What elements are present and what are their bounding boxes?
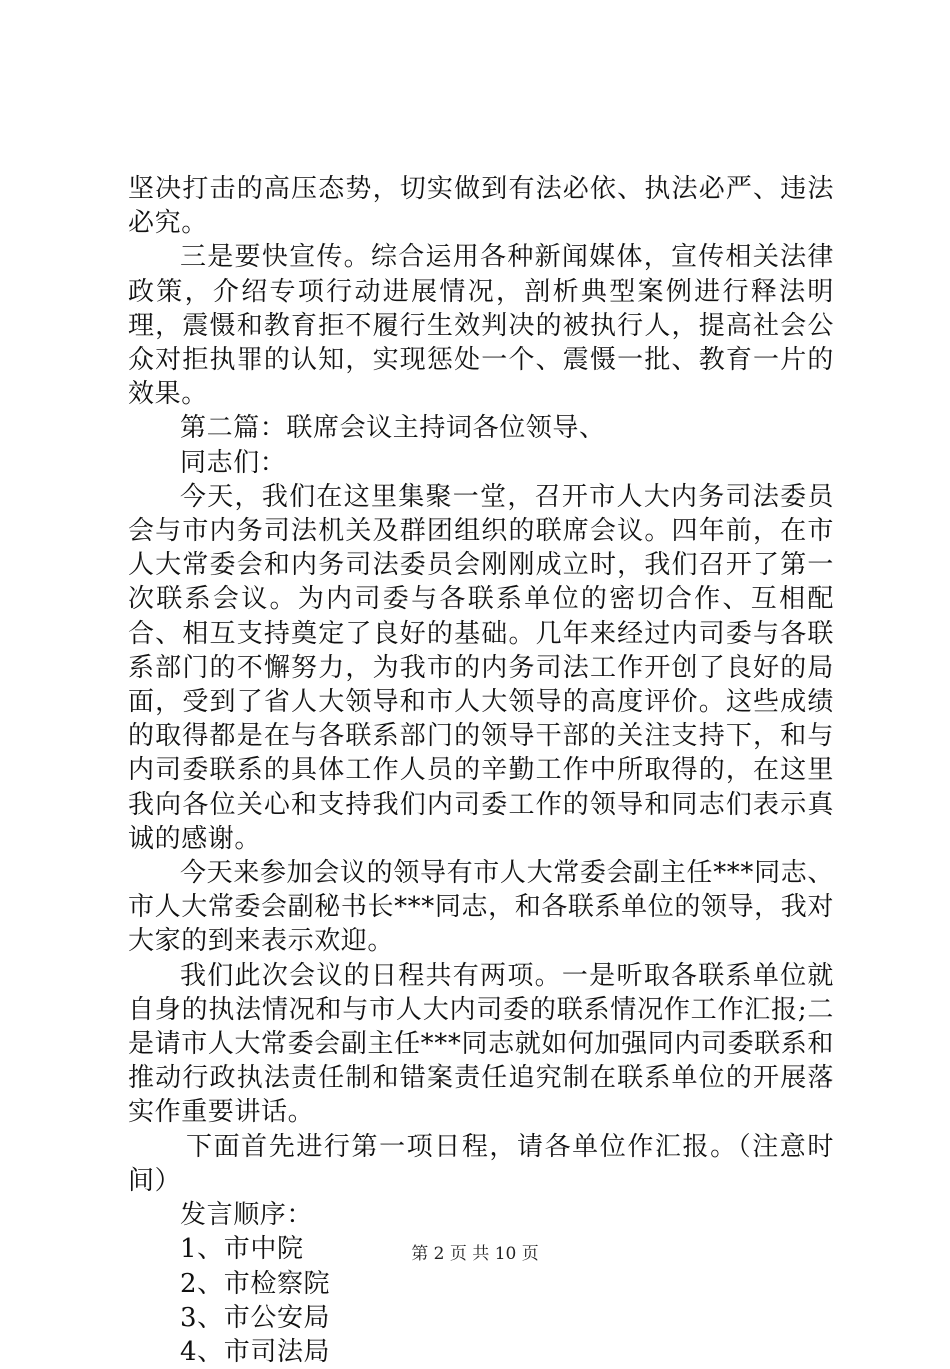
list-item: 2、市检察院: [180, 1268, 331, 1299]
document-body: [128, 172, 834, 1369]
speaking-order-label: 发言顺序：: [180, 1200, 314, 1231]
list-item: 4、市司法局: [180, 1336, 331, 1367]
paragraph-continuation: 坚决打击的高压态势，切实做到有法必依、执法必严、违法必究。: [128, 174, 834, 239]
list-item: 3、市公安局: [180, 1302, 331, 1333]
page-footer: 第 2 页 共 10 页: [411, 1244, 539, 1264]
paragraph-opening: 今天，我们在这里集聚一堂，召开市人大内务司法委员会与市内务司法机关及群团组织的联席会议。四年前，在市人大常委会和内务司法委员会刚刚成立时，我们召开了第一次联系会议。为内司委与各联系单位的密切合作、互相配合、相互支持奠定了良好的基础。几年来经过内司委与各联系部门的不懈努力，为我市的内务司法工作开创了良好的局面，受到了省人大领导和市人大领导的高度评价。这些成绩的取得都是在与各联系部门的领导干部的关注支持下，和与内司委联系的具体工作人员的辛勤工作中所取得的，在这里我向各位关心和支持我们内司委工作的领导和同志们表示真诚的感谢。: [128, 481, 834, 854]
section-heading: 第二篇：联席会议主持词各位领导、: [180, 413, 606, 444]
paragraph-attendees: 今天来参加会议的领导有市人大常委会副主任***同志、市人大常委会副秘书长***同志，和各联系单位的领导，我对大家的到来表示欢迎。: [128, 858, 834, 957]
paragraph-publicity: 三是要快宣传。综合运用各种新闻媒体，宣传相关法律政策，介绍专项行动进展情况，剖析典型案例进行释法明理，震慑和教育拒不履行生效判决的被执行人，提高社会公众对拒执罪的认知，实现惩处一个、震慑一批、教育一片的效果。: [128, 242, 834, 410]
paragraph-agenda: 我们此次会议的日程共有两项。一是听取各联系单位就自身的执法情况和与市人大内司委的联系情况作工作汇报;二是请市人大常委会副主任***同志就如何加强同内司委联系和推动行政执法责任制和错案责任追究制在联系单位的开展落实作重要讲话。: [128, 960, 834, 1128]
paragraph-first-item: 下面首先进行第一项日程，请各单位作汇报。（注意时间）: [128, 1131, 834, 1196]
salutation: 同志们：: [180, 447, 287, 478]
list-item: 1、市中院: [180, 1234, 304, 1265]
